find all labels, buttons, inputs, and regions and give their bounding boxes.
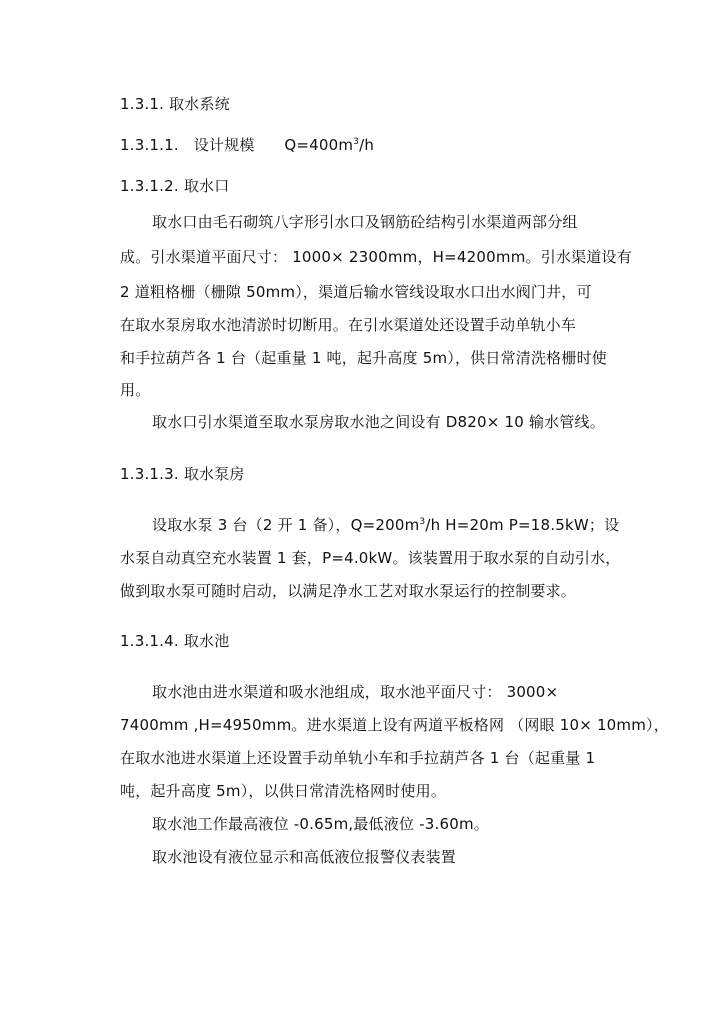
paragraph-line: 取水口由毛石砌筑八字形引水口及钢筋砼结构引水渠道两部分组 bbox=[152, 213, 578, 231]
design-flow-value: $Q=400m^3/h$ bbox=[284, 136, 375, 154]
paragraph-line: 7400mm ,H=4950mm。进水渠道上设有两道平板格网 （网眼 10× 10mm）， bbox=[120, 716, 669, 734]
paragraph-line: 吨，起升高度 5m），以供日常清洗格网时使用。 bbox=[120, 782, 447, 800]
heading-1-3-1-3: 1.3.1.3. 取水泵房 bbox=[120, 465, 245, 483]
paragraph-line: 水泵自动真空充水装置 1 套，P=4.0kW。该装置用于取水泵的自动引水， bbox=[120, 549, 621, 567]
paragraph-line: 做到取水泵可随时启动，以满足净水工艺对取水泵运行的控制要求。 bbox=[120, 582, 577, 600]
heading-1-3-1: 1.3.1. 取水系统 bbox=[120, 95, 230, 113]
paragraph-line: 用。 bbox=[120, 381, 151, 399]
paragraph-line: 取水池由进水渠道和吸水池组成，取水池平面尺寸： 3000× bbox=[152, 683, 559, 701]
paragraph-line: 2 道粗格栅（栅隙 50mm），渠道后输水管线设取水口出水阀门井，可 bbox=[120, 283, 592, 301]
heading-1-3-1-1 bbox=[120, 135, 640, 155]
heading-1-3-1-4: 1.3.1.4. 取水池 bbox=[120, 632, 230, 650]
heading-number: 1.3.1.1. bbox=[120, 136, 179, 154]
paragraph-line: 设取水泵 3 台（2 开 1 备），$Q=200m^3/h$ H=20m P=18.5kW；设 bbox=[152, 516, 620, 534]
paragraph-line: 取水池工作最高液位 -0.65m,最低液位 -3.60m。 bbox=[152, 815, 489, 833]
paragraph-line: 在取水泵房取水池清淤时切断用。在引水渠道处还设置手动单轨小车 bbox=[120, 316, 577, 334]
paragraph-line: 在取水池进水渠道上还设置手动单轨小车和手拉葫芦各 1 台（起重量 1 bbox=[120, 749, 596, 767]
heading-title: 设计规模 bbox=[193, 136, 255, 154]
paragraph-line: 成。引水渠道平面尺寸： 1000× 2300mm，H=4200mm。引水渠道设有 bbox=[120, 248, 632, 266]
paragraph-line: 和手拉葫芦各 1 台（起重量 1 吨，起升高度 5m），供日常清洗格栅时使 bbox=[120, 349, 607, 367]
paragraph-line: 取水池设有液位显示和高低液位报警仪表装置 bbox=[152, 848, 457, 866]
paragraph-line: 取水口引水渠道至取水泵房取水池之间设有 D820× 10 输水管线。 bbox=[152, 413, 605, 431]
heading-1-3-1-2: 1.3.1.2. 取水口 bbox=[120, 177, 230, 195]
